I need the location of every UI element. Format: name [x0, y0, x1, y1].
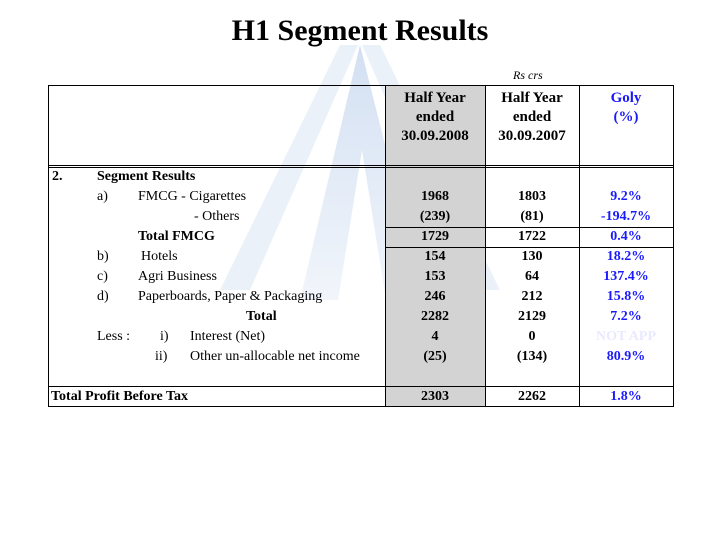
- value-2008: 153: [424, 269, 446, 284]
- table-border-top: [48, 85, 674, 86]
- value-2008: 1729: [421, 229, 449, 244]
- total-value-2007: 2262: [518, 389, 546, 404]
- row-prefix: Less :: [97, 329, 131, 344]
- value-2007: 1803: [518, 189, 546, 204]
- value-2007: 64: [525, 269, 539, 284]
- value-2008: 4: [431, 329, 439, 344]
- value-2007: (134): [516, 349, 548, 364]
- row-label: FMCG - Cigarettes: [138, 189, 247, 204]
- value-2008: (25): [423, 349, 447, 364]
- row-label: Paperboards, Paper & Packaging: [138, 289, 323, 304]
- total-row-label: Total Profit Before Tax: [51, 389, 189, 404]
- value-goly: -194.7%: [600, 209, 652, 224]
- row-prefix: a): [97, 189, 108, 204]
- value-2007: 212: [521, 289, 543, 304]
- row-prefix: d): [97, 289, 109, 304]
- row-label: Agri Business: [138, 269, 217, 284]
- table-border-right: [673, 85, 674, 407]
- page-title: H1 Segment Results: [231, 14, 489, 47]
- header-divider: [48, 165, 674, 166]
- value-2008: (239): [419, 209, 451, 224]
- value-2007: (81): [520, 209, 544, 224]
- header-goly: Goly (%): [610, 90, 642, 125]
- row-label: - Others: [194, 209, 240, 224]
- section-heading: Segment Results: [97, 169, 196, 184]
- value-goly: 18.2%: [606, 249, 646, 264]
- row-label: Total: [246, 309, 277, 324]
- value-2008: 1968: [421, 189, 449, 204]
- row-label: Other un-allocable net income: [190, 349, 360, 364]
- value-2007: 2129: [518, 309, 546, 324]
- unit-label: Rs crs: [513, 68, 543, 82]
- row-label: Total FMCG: [138, 229, 215, 244]
- value-goly: 15.8%: [606, 289, 646, 304]
- segment-results-table: [48, 85, 674, 407]
- section-number: 2.: [52, 169, 63, 184]
- value-goly: 137.4%: [603, 269, 649, 284]
- value-goly: 0.4%: [610, 229, 642, 244]
- value-2007: 1722: [518, 229, 546, 244]
- total-value-2008: 2303: [421, 389, 449, 404]
- row-label: Hotels: [141, 249, 178, 264]
- header-half-year-2007: Half Year ended 30.09.2007: [498, 90, 566, 144]
- row-prefix: b): [97, 249, 109, 264]
- value-goly: 9.2%: [610, 189, 642, 204]
- value-goly: 80.9%: [606, 349, 646, 364]
- table-border-left: [48, 85, 49, 407]
- value-2008: 2282: [421, 309, 449, 324]
- row-prefix: c): [97, 269, 108, 284]
- value-goly: NOT APP: [595, 329, 657, 344]
- row-subprefix: ii): [155, 349, 168, 364]
- value-2007: 130: [521, 249, 543, 264]
- value-2008: 154: [424, 249, 446, 264]
- value-goly: 7.2%: [610, 309, 642, 324]
- row-subprefix: i): [160, 329, 169, 344]
- value-2007: 0: [528, 329, 536, 344]
- value-2008: 246: [424, 289, 446, 304]
- header-half-year-2008: Half Year ended 30.09.2008: [401, 90, 469, 144]
- row-label: Interest (Net): [190, 329, 266, 344]
- total-value-goly: 1.8%: [610, 389, 642, 404]
